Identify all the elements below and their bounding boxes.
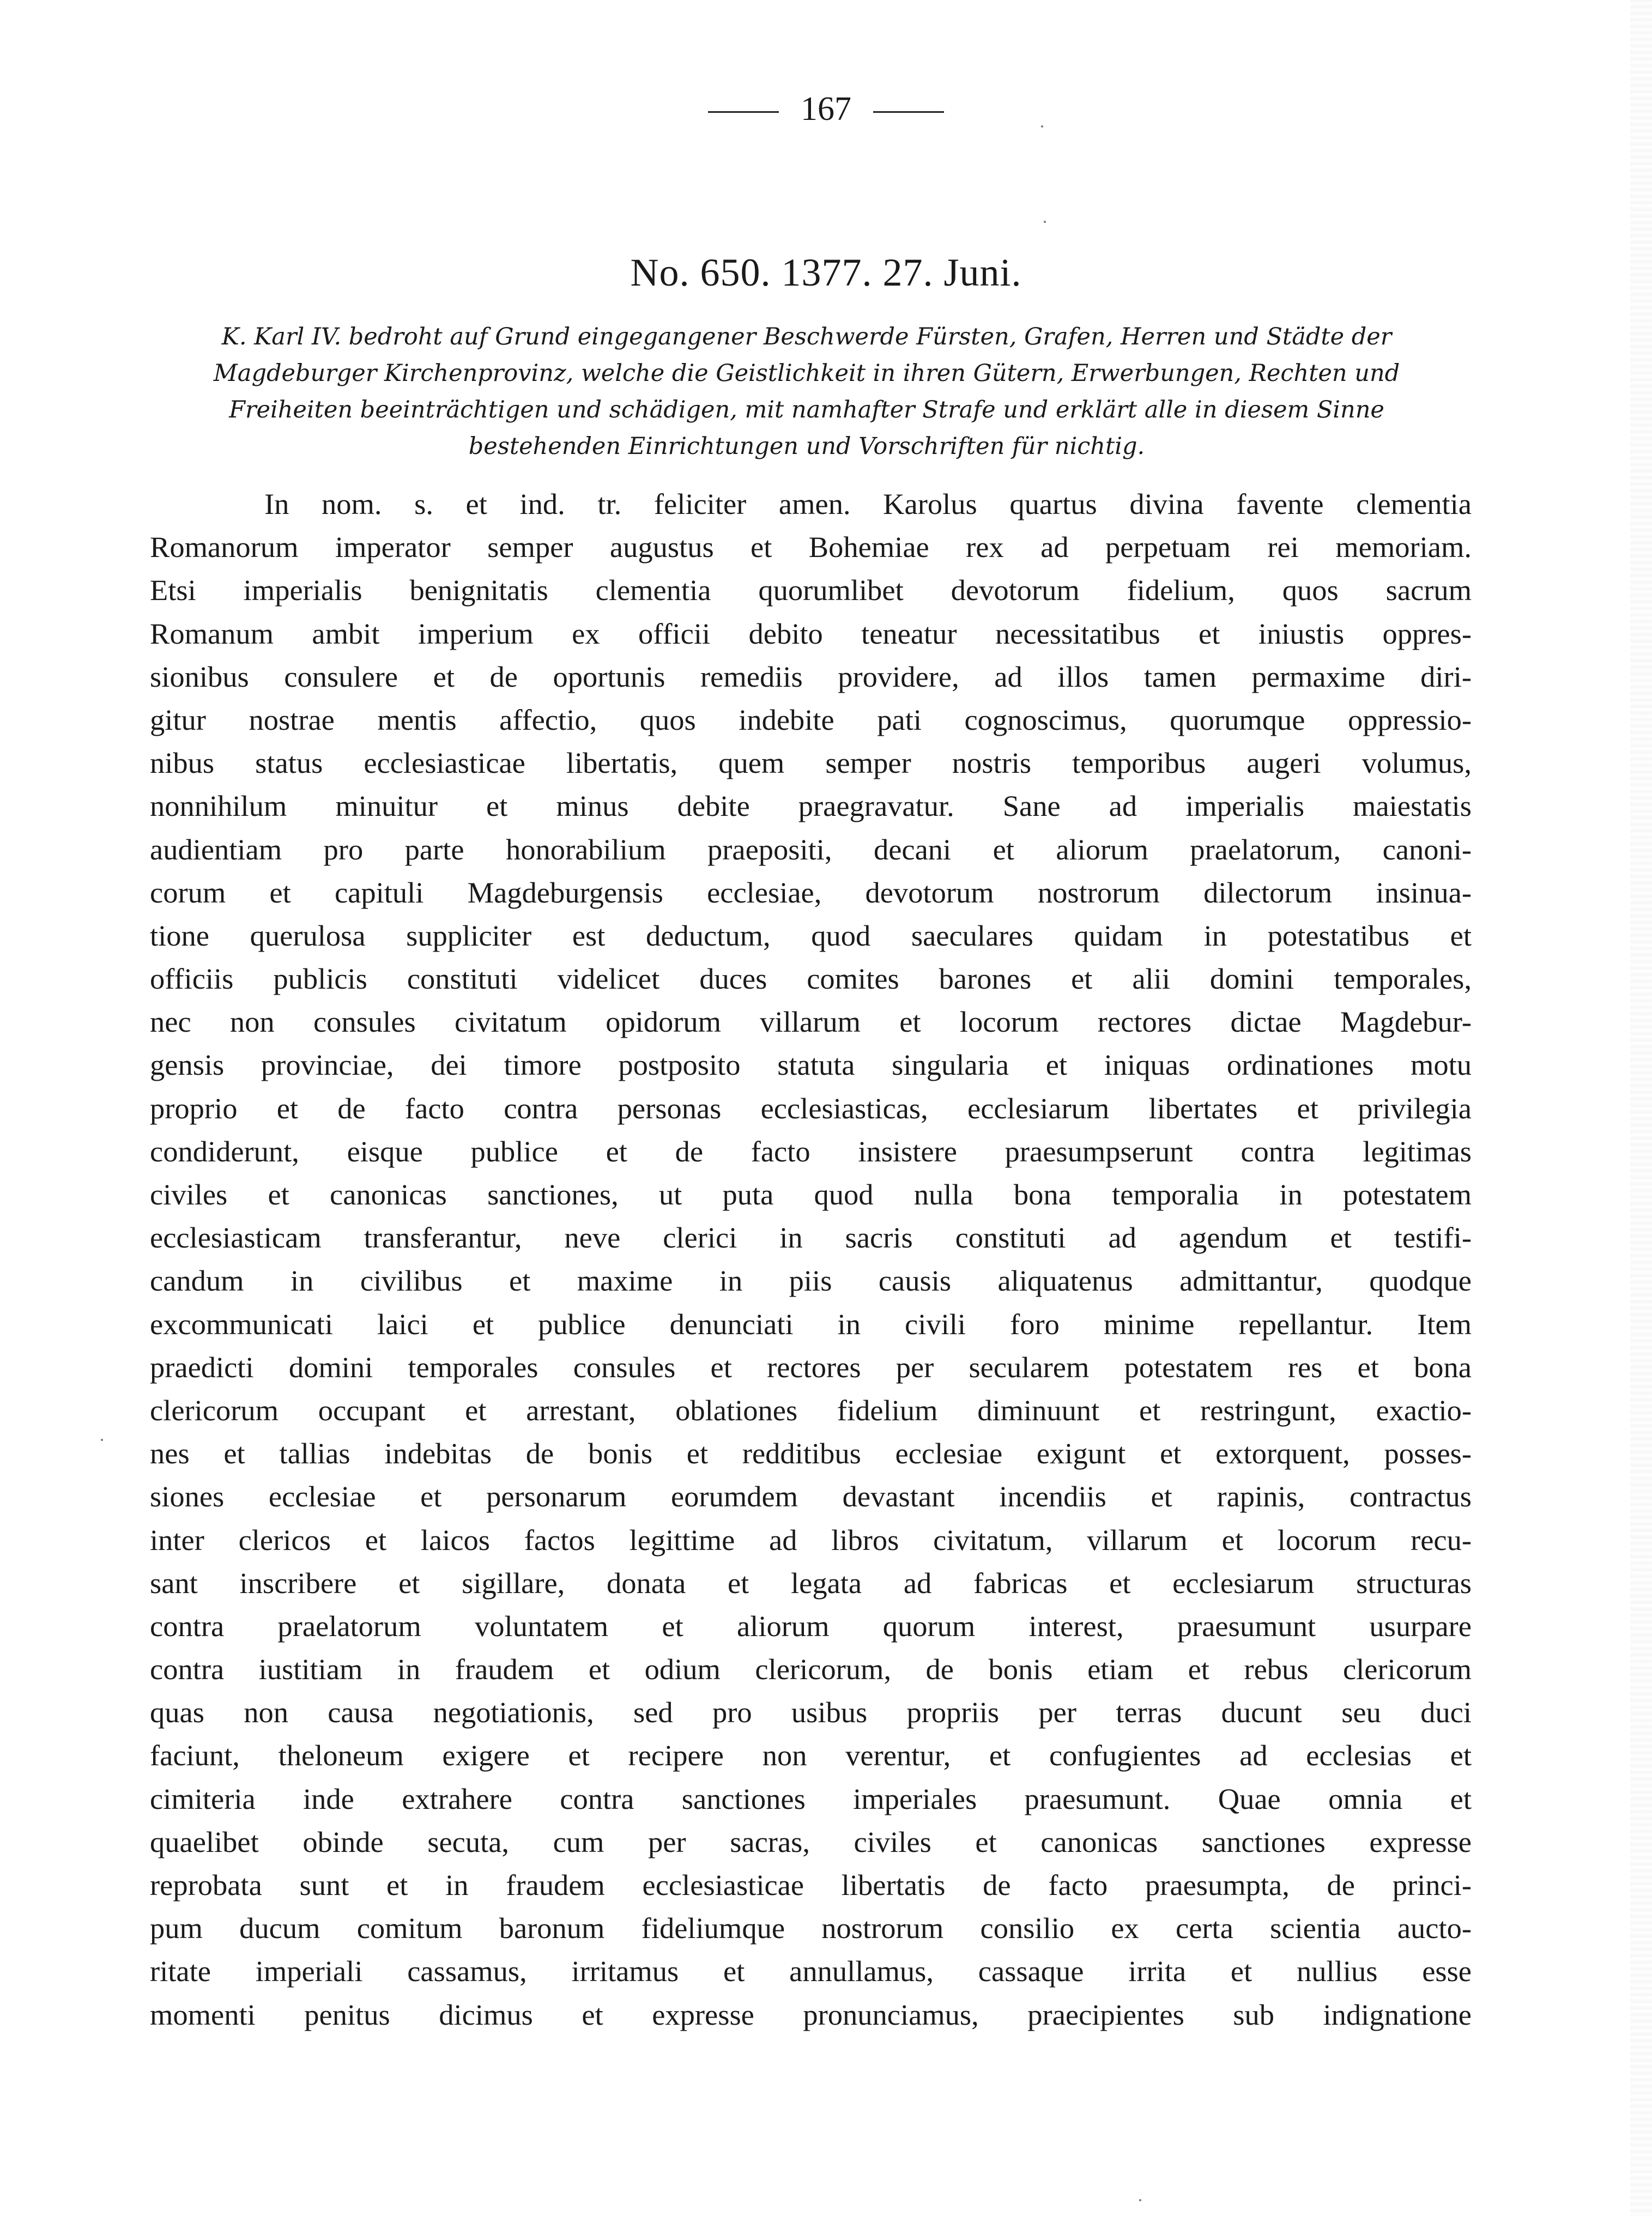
regest-line: bestehenden Einrichtungen und Vorschriften für nichtig. [468,433,1145,460]
body-line: Romanorum imperator semper augustus et Bohemiae rex ad perpetuam rei memoriam. [150,530,1472,564]
regest-line: K. Karl IV. bedroht auf Grund eingegangener Beschwerde Fürsten, Grafen, Herren und Städte der [221,323,1392,350]
regest-line: Magdeburger Kirchenprovinz, welche die Geistlichkeit in ihren Gütern, Erwerbungen, Rechten und [213,360,1400,387]
scan-speck [1044,221,1046,223]
body-line: Etsi imperialis benignitatis clementia quorumlibet devotorum fidelium, quos sacrum [150,573,1472,607]
page-header [0,87,1652,131]
body-line: clericorum occupant et arrestant, oblationes fidelium diminuunt et restringunt, exactio- [150,1393,1472,1427]
body-line: reprobata sunt et in fraudem ecclesiasticae libertatis de facto praesumpta, de princi- [150,1868,1472,1902]
body-line: civiles et canonicas sanctiones, ut puta quod nulla bona temporalia in potestatem [150,1178,1472,1211]
document-title: No. 650. 1377. 27. Juni. [630,251,1022,294]
body-line: nonnihilum minuitur et minus debite praegravatur. Sane ad imperialis maiestatis [150,789,1472,823]
scan-speck [101,1439,103,1441]
body-line: Romanum ambit imperium ex officii debito teneatur necessitatibus et iniustis oppres- [150,616,1472,650]
body-line: nec non consules civitatum opidorum villarum et locorum rectores dictae Magdebur- [150,1005,1472,1039]
page-number: 167 [801,90,851,128]
body-line: nes et tallias indebitas de bonis et redditibus ecclesiae exigunt et extorquent, posses- [150,1437,1472,1470]
header-rule-left [708,111,779,113]
regest-summary [150,319,1463,465]
body-line: contra iustitiam in fraudem et odium clericorum, de bonis etiam et rebus clericorum [150,1652,1472,1686]
body-line: In nom. s. et ind. tr. feliciter amen. Karolus quartus divina favente clementia [264,487,1472,520]
body-line: tione querulosa suppliciter est deductum, quod saeculares quidam in potestatibus et [150,918,1472,952]
body-line: momenti penitus dicimus et expresse pronunciamus, praecipientes sub indignatione [150,1997,1472,2031]
body-line: candum in civilibus et maxime in piis causis aliquatenus admittantur, quodque [150,1264,1472,1298]
body-line: quaelibet obinde secuta, cum per sacras, civiles et canonicas sanctiones expresse [150,1825,1472,1858]
body-line: sant inscribere et sigillare, donata et legata ad fabricas et ecclesiarum structuras [150,1566,1472,1600]
body-line: contra praelatorum voluntatem et aliorum quorum interest, praesumunt usurpare [150,1609,1472,1643]
body-line: ecclesiasticam transferantur, neve clerici in sacris constituti ad agendum et testifi- [150,1221,1472,1255]
body-line: condiderunt, eisque publice et de facto insistere praesumpserunt contra legitimas [150,1134,1472,1168]
body-line: faciunt, theloneum exigere et recipere non verentur, et confugientes ad ecclesias et [150,1739,1472,1772]
body-line: gensis provinciae, dei timore postposito statuta singularia et iniquas ordinationes motu [150,1048,1472,1082]
body-line: sionibus consulere et de oportunis remediis providere, ad illos tamen permaxime diri- [150,659,1472,693]
body-line: quas non causa negotiationis, sed pro usibus propriis per terras ducunt seu duci [150,1696,1472,1729]
scan-speck [1139,2199,1141,2201]
scan-edge [1630,0,1652,2216]
regest-line: Freiheiten beeinträchtigen und schädigen, mit namhafter Strafe und erklärt alle in diesem Sinne [229,396,1384,423]
body-line: proprio et de facto contra personas ecclesiasticas, ecclesiarum libertates et privilegia [150,1091,1472,1125]
body-line: inter clericos et laicos factos legittime ad libros civitatum, villarum et locorum recu- [150,1523,1472,1557]
body-line: pum ducum comitum baronum fideliumque nostrorum consilio ex certa scientia aucto- [150,1911,1472,1945]
body-line: gitur nostrae mentis affectio, quos indebite pati cognoscimus, quorumque oppressio- [150,703,1472,736]
body-line: excommunicati laici et publice denunciati in civili foro minime repellantur. Item [150,1307,1472,1341]
body-line: nibus status ecclesiasticae libertatis, quem semper nostris temporibus augeri volumus, [150,746,1472,780]
header-rule-right [873,111,944,113]
body-line: corum et capituli Magdeburgensis ecclesiae, devotorum nostrorum dilectorum insinua- [150,875,1472,909]
charter-body-text [150,482,1472,2036]
body-line: officiis publicis constituti videlicet duces comites barones et alii domini temporales, [150,962,1472,996]
body-line: ritate imperiali cassamus, irritamus et annullamus, cassaque irrita et nullius esse [150,1954,1472,1988]
body-line: cimiteria inde extrahere contra sanctiones imperiales praesumunt. Quae omnia et [150,1782,1472,1815]
body-line: audientiam pro parte honorabilium praepositi, decani et aliorum praelatorum, canoni- [150,832,1472,866]
body-line: siones ecclesiae et personarum eorumdem devastant incendiis et rapinis, contractus [150,1480,1472,1513]
body-line: praedicti domini temporales consules et rectores per secularem potestatem res et bona [150,1350,1472,1384]
scan-speck [1041,125,1043,128]
